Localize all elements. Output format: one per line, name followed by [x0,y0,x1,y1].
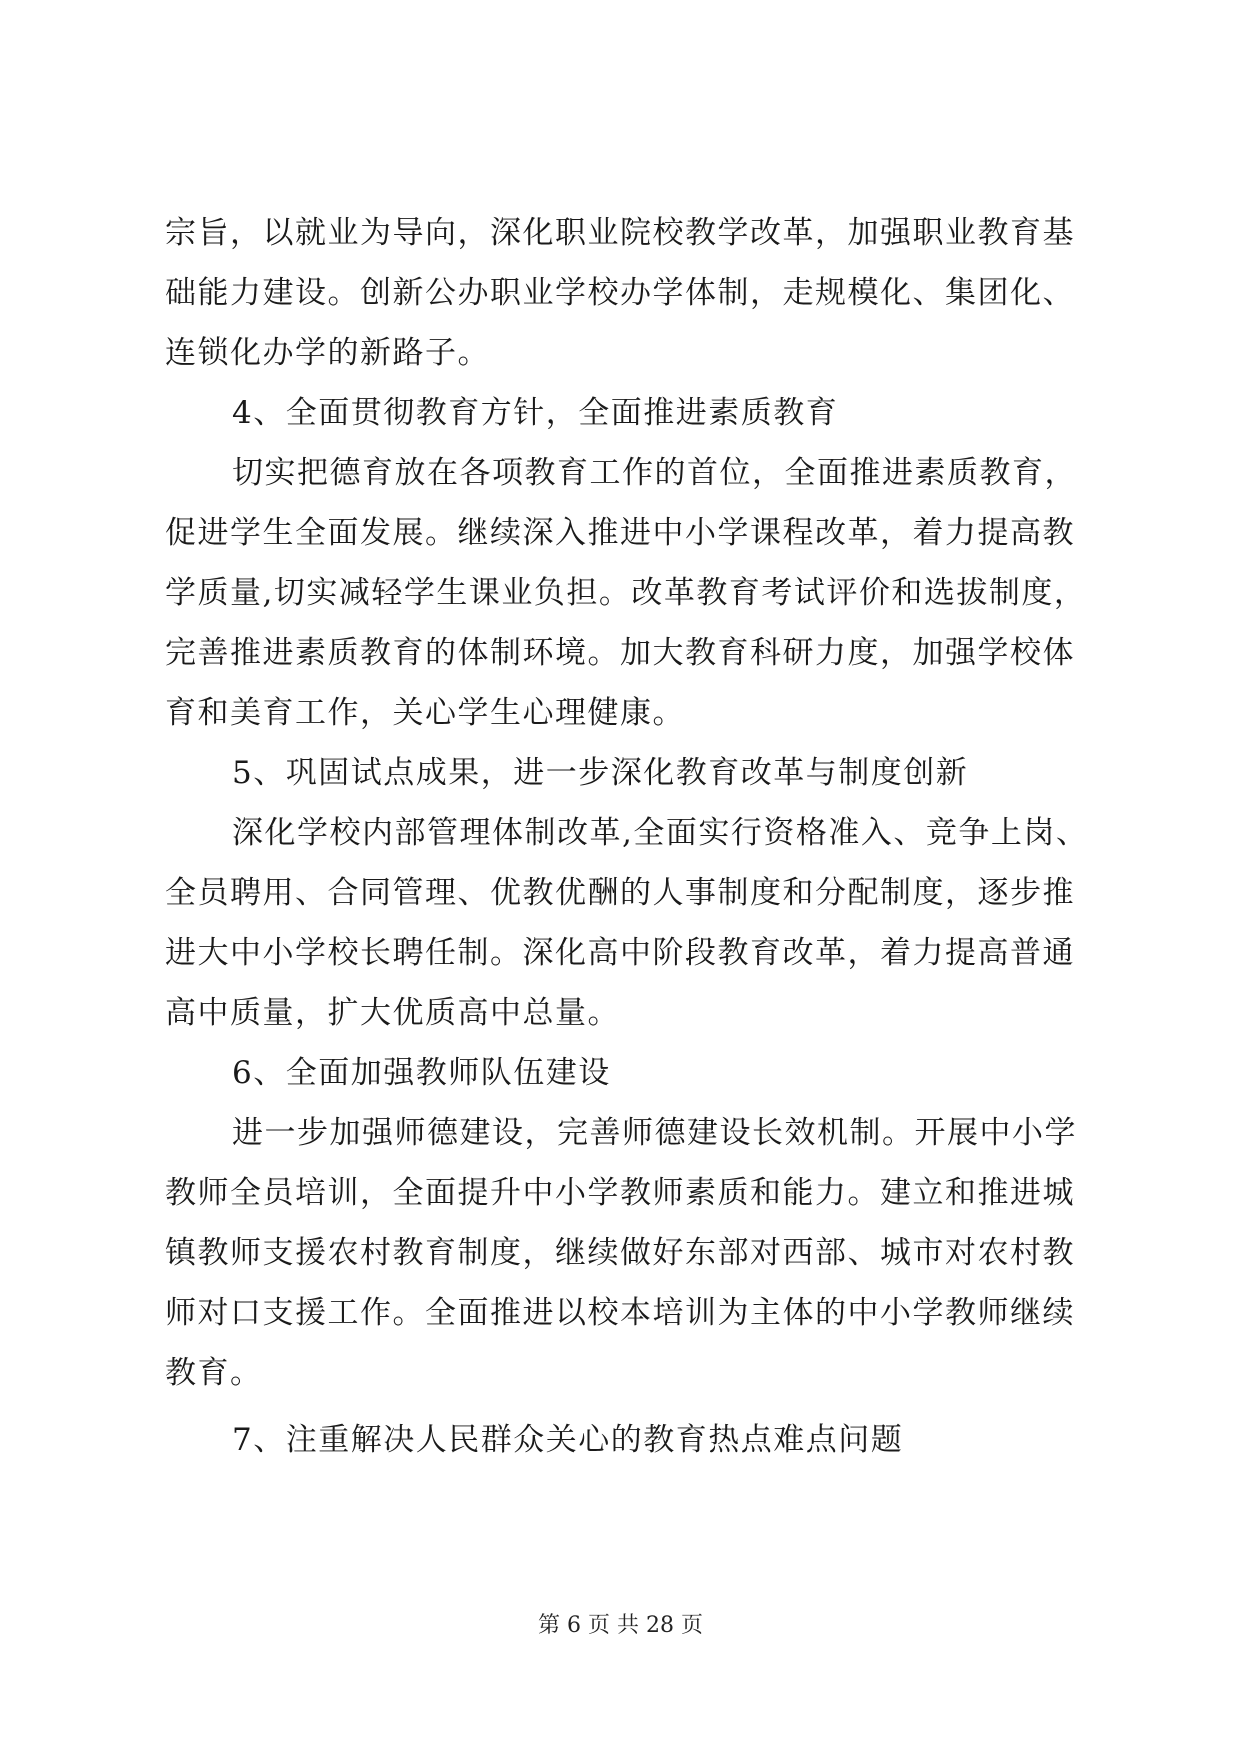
body-text-line: 宗旨，以就业为导向，深化职业院校教学改革，加强职业教育基 [165,215,1075,251]
body-text-line: 育和美育工作，关心学生心理健康。 [165,695,685,731]
body-text-line: 连锁化办学的新路子。 [165,335,490,371]
section-heading: 7、注重解决人民群众关心的教育热点难点问题 [232,1422,904,1458]
body-text-line: 完善推进素质教育的体制环境。加大教育科研力度，加强学校体 [165,635,1075,671]
body-text-line: 高中质量，扩大优质高中总量。 [165,995,620,1031]
body-text-line: 学质量,切实减轻学生课业负担。改革教育考试评价和选拔制度， [165,575,1087,611]
section-heading: 6、全面加强教师队伍建设 [232,1055,611,1091]
body-text-line: 进一步加强师德建设，完善师德建设长效机制。开展中小学 [232,1115,1077,1151]
body-text-line: 教师全员培训，全面提升中小学教师素质和能力。建立和推进城 [165,1175,1075,1211]
body-text-line: 师对口支援工作。全面推进以校本培训为主体的中小学教师继续 [165,1295,1075,1331]
section-heading: 5、巩固试点成果，进一步深化教育改革与制度创新 [232,755,969,791]
body-text-line: 进大中小学校长聘任制。深化高中阶段教育改革，着力提高普通 [165,935,1075,971]
body-text-line: 教育。 [165,1355,263,1391]
body-text-line: 础能力建设。创新公办职业学校办学体制，走规模化、集团化、 [165,275,1075,311]
page-number-footer: 第 6 页 共 28 页 [538,1613,703,1638]
body-text-line: 全员聘用、合同管理、优教优酬的人事制度和分配制度，逐步推 [165,875,1075,911]
body-text-line: 深化学校内部管理体制改革,全面实行资格准入、竞争上岗、 [232,815,1089,851]
body-text-line: 切实把德育放在各项教育工作的首位，全面推进素质教育， [232,455,1077,491]
body-text-line: 促进学生全面发展。继续深入推进中小学课程改革，着力提高教 [165,515,1075,551]
section-heading: 4、全面贯彻教育方针，全面推进素质教育 [232,395,839,431]
body-text-line: 镇教师支援农村教育制度，继续做好东部对西部、城市对农村教 [165,1235,1075,1271]
